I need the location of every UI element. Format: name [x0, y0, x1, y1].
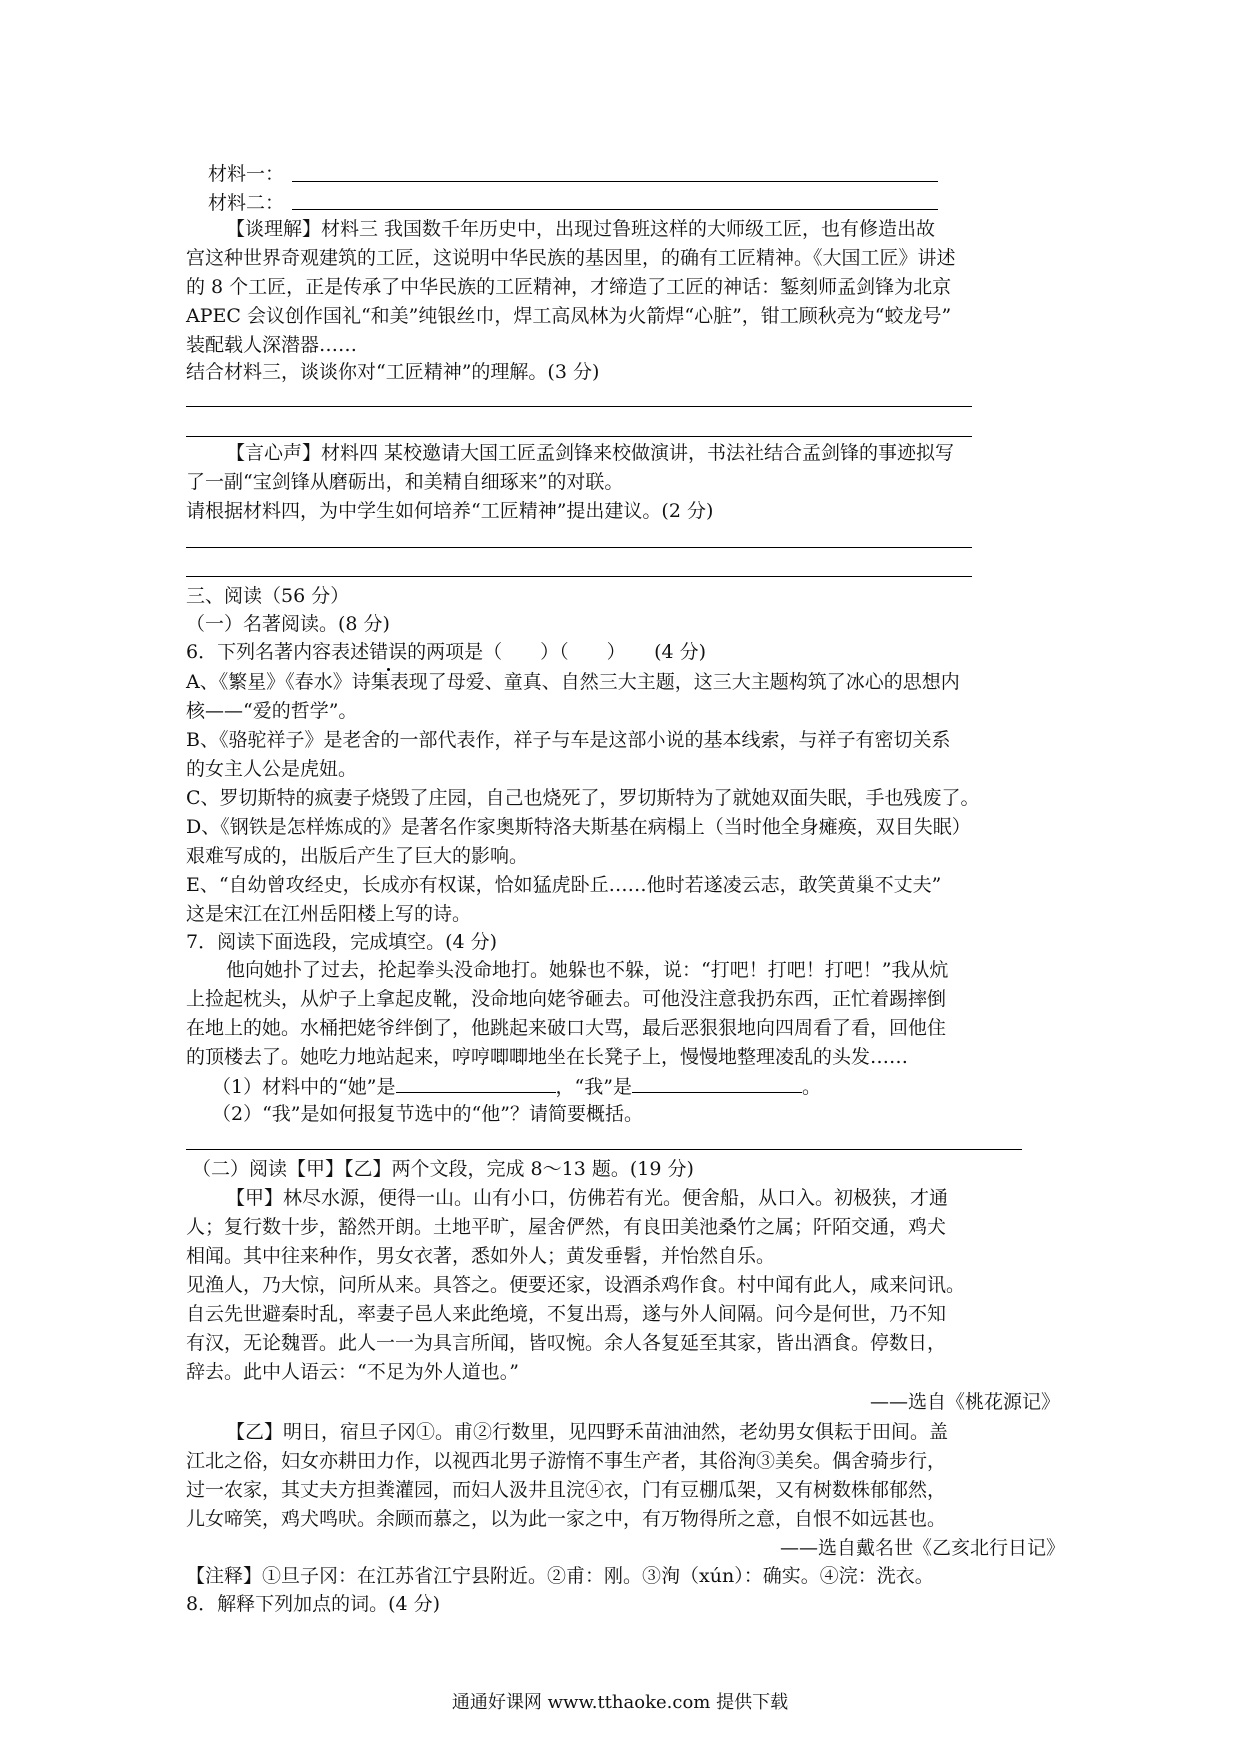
understand-question: 结合材料三，谈谈你对“工匠精神”的理解。(3 分): [186, 361, 600, 383]
answer-line: [186, 576, 972, 577]
material1-label: 材料一：: [208, 163, 285, 185]
question-7: 7．阅读下面选段，完成填空。(4 分): [186, 931, 498, 953]
option-line: C、罗切斯特的疯妻子烧毁了庄园，自己也烧死了，罗切斯特为了就她双面失眠，手也残废了。: [186, 787, 980, 809]
question-7-sub1: （1）材料中的“她”是 ，“我”是 。: [212, 1072, 821, 1101]
passage-line: 在地上的她。水桶把姥爷绊倒了，他跳起来破口大骂，最后恶狠狠地向四周看了看，回他住: [186, 1017, 947, 1039]
answer-line: [186, 547, 972, 548]
passage-line: 他向她扑了过去，抡起拳头没命地打。她躲也不躲，说：“打吧！打吧！打吧！”我从炕: [226, 959, 949, 981]
passage-line: 过一农家，其丈夫方担粪灌园，而妇人汲井且浣④衣，门有豆棚瓜架，又有树数株郁郁然，: [186, 1479, 947, 1501]
text-line: 【谈理解】材料三 我国数千年历史中，出现过鲁班这样的大师级工匠，也有修造出故: [226, 218, 936, 240]
question-7-sub2: （2）“我”是如何报复节选中的“他”？请简要概括。: [212, 1103, 643, 1125]
question-6: 6．下列名著内容表述错误的两项是（ ）（ ） (4 分): [186, 638, 706, 666]
option-line: 核——“爱的哲学”。: [186, 700, 358, 722]
option-line: 艰难写成的，出版后产生了巨大的影响。: [186, 845, 529, 867]
passage-line: 辞去。此中人语云：“不足为外人道也。”: [186, 1361, 519, 1383]
option-line: E、“自幼曾攻经史，长成亦有权谋，恰如猛虎卧丘……他时若遂凌云志，敢笑黄巢不丈夫”: [186, 874, 942, 896]
text-line: 了一副“宝剑锋从磨砺出，和美精自细琢来”的对联。: [186, 471, 624, 493]
passage-line: 相闻。其中往来种作，男女衣著，悉如外人；黄发垂髫，并怡然自乐。: [186, 1245, 776, 1267]
reading-heading: 三、阅读（56 分）: [186, 585, 350, 607]
voice-question: 请根据材料四，为中学生如何培养“工匠精神”提出建议。(2 分): [186, 500, 714, 522]
classical-reading-heading: （二）阅读【甲】【乙】两个文段，完成 8～13 题。(19 分): [192, 1158, 694, 1180]
page-footer: 通通好课网 www.tthaoke.com 提供下载: [451, 1692, 789, 1713]
answer-blank[interactable]: [632, 1072, 802, 1093]
passage-line: 上捡起枕头，从炉子上拿起皮靴，没命地向姥爷砸去。可他没注意我扔东西，正忙着踢摔倒: [186, 988, 947, 1010]
material2-label: 材料二：: [208, 192, 285, 214]
text-line: 装配载人深潜器……: [186, 334, 358, 356]
answer-line: [186, 406, 972, 407]
passage-line: 江北之俗，妇女亦耕田力作，以视西北男子游惰不事生产者，其俗洵③美矣。偶舍骑步行，: [186, 1450, 947, 1472]
text-line: 的 8 个工匠，正是传承了中华民族的工匠精神，才缔造了工匠的神话：錾刻师孟剑锋为北京: [186, 276, 952, 298]
annotation-note: 【注释】①旦子冈：在江苏省江宁县附近。②甫：刚。③洵（xún）：确实。④浣：洗衣。: [186, 1565, 934, 1587]
option-line: 的女主人公是虎妞。: [186, 758, 358, 780]
passage-line: 有汉，无论魏晋。此人一一为具言所闻，皆叹惋。余人各复延至其家，皆出酒食。停数日，: [186, 1332, 947, 1354]
material1-answer-line: [292, 181, 938, 182]
question-8: 8．解释下列加点的词。(4 分): [186, 1593, 441, 1615]
passage-line: 儿女啼笑，鸡犬鸣吠。余顾而慕之，以为此一家之中，有万物得所之意，自恨不如远甚也。: [186, 1508, 947, 1530]
answer-line: [186, 1149, 1022, 1150]
material2-answer-line: [292, 209, 938, 210]
option-line: A、《繁星》《春水》诗集表现了母爱、童真、自然三大主题，这三大主题构筑了冰心的思想内: [186, 671, 960, 693]
option-line: B、《骆驼祥子》是老舍的一部代表作，祥子与车是这部小说的基本线索，与祥子有密切关系: [186, 729, 951, 751]
passage-line: 人；复行数十步，豁然开朗。土地平旷，屋舍俨然，有良田美池桑竹之属；阡陌交通，鸡犬: [186, 1216, 947, 1238]
famous-works-heading: （一）名著阅读。(8 分): [186, 613, 390, 635]
yi-source: ——选自戴名世《乙亥北行日记》: [780, 1537, 1066, 1559]
option-line: 这是宋江在江州岳阳楼上写的诗。: [186, 903, 472, 925]
option-line: D、《钢铁是怎样炼成的》是著名作家奥斯特洛夫斯基在病榻上（当时他全身瘫痪，双目失眠）: [186, 816, 971, 838]
text-line: 【言心声】材料四 某校邀请大国工匠孟剑锋来校做演讲，书法社结合孟剑锋的事迹拟写: [226, 442, 955, 464]
passage-line: 自云先世避秦时乱，率妻子邑人来此绝境，不复出焉，遂与外人间隔。问今是何世，乃不知: [186, 1303, 947, 1325]
text-line: 宫这种世界奇观建筑的工匠，这说明中华民族的基因里，的确有工匠精神。《大国工匠》讲述: [186, 247, 956, 269]
passage-line: 【乙】明日，宿旦子冈①。甫②行数里，见四野禾苗油油然，老幼男女俱耘于田间。盖: [226, 1421, 949, 1443]
passage-line: 的顶楼去了。她吃力地站起来，哼哼唧唧地坐在长凳子上，慢慢地整理凌乱的头发……: [186, 1046, 909, 1068]
text-line: APEC 会议创作国礼“和美”纯银丝巾，焊工高凤林为火箭焊“心脏”，钳工顾秋亮为“蛟龙号”: [186, 305, 952, 327]
answer-line: [186, 436, 972, 437]
passage-line: 【甲】林尽水源，便得一山。山有小口，仿佛若有光。便舍船，从口入。初极狭，才通: [226, 1187, 949, 1209]
emphasized-word: 错误: [369, 638, 407, 666]
passage-line: 见渔人，乃大惊，问所从来。具答之。便要还家，设酒杀鸡作食。村中闻有此人，咸来问讯。: [186, 1274, 966, 1296]
answer-blank[interactable]: [396, 1072, 556, 1093]
jia-source: ——选自《桃花源记》: [870, 1391, 1061, 1413]
